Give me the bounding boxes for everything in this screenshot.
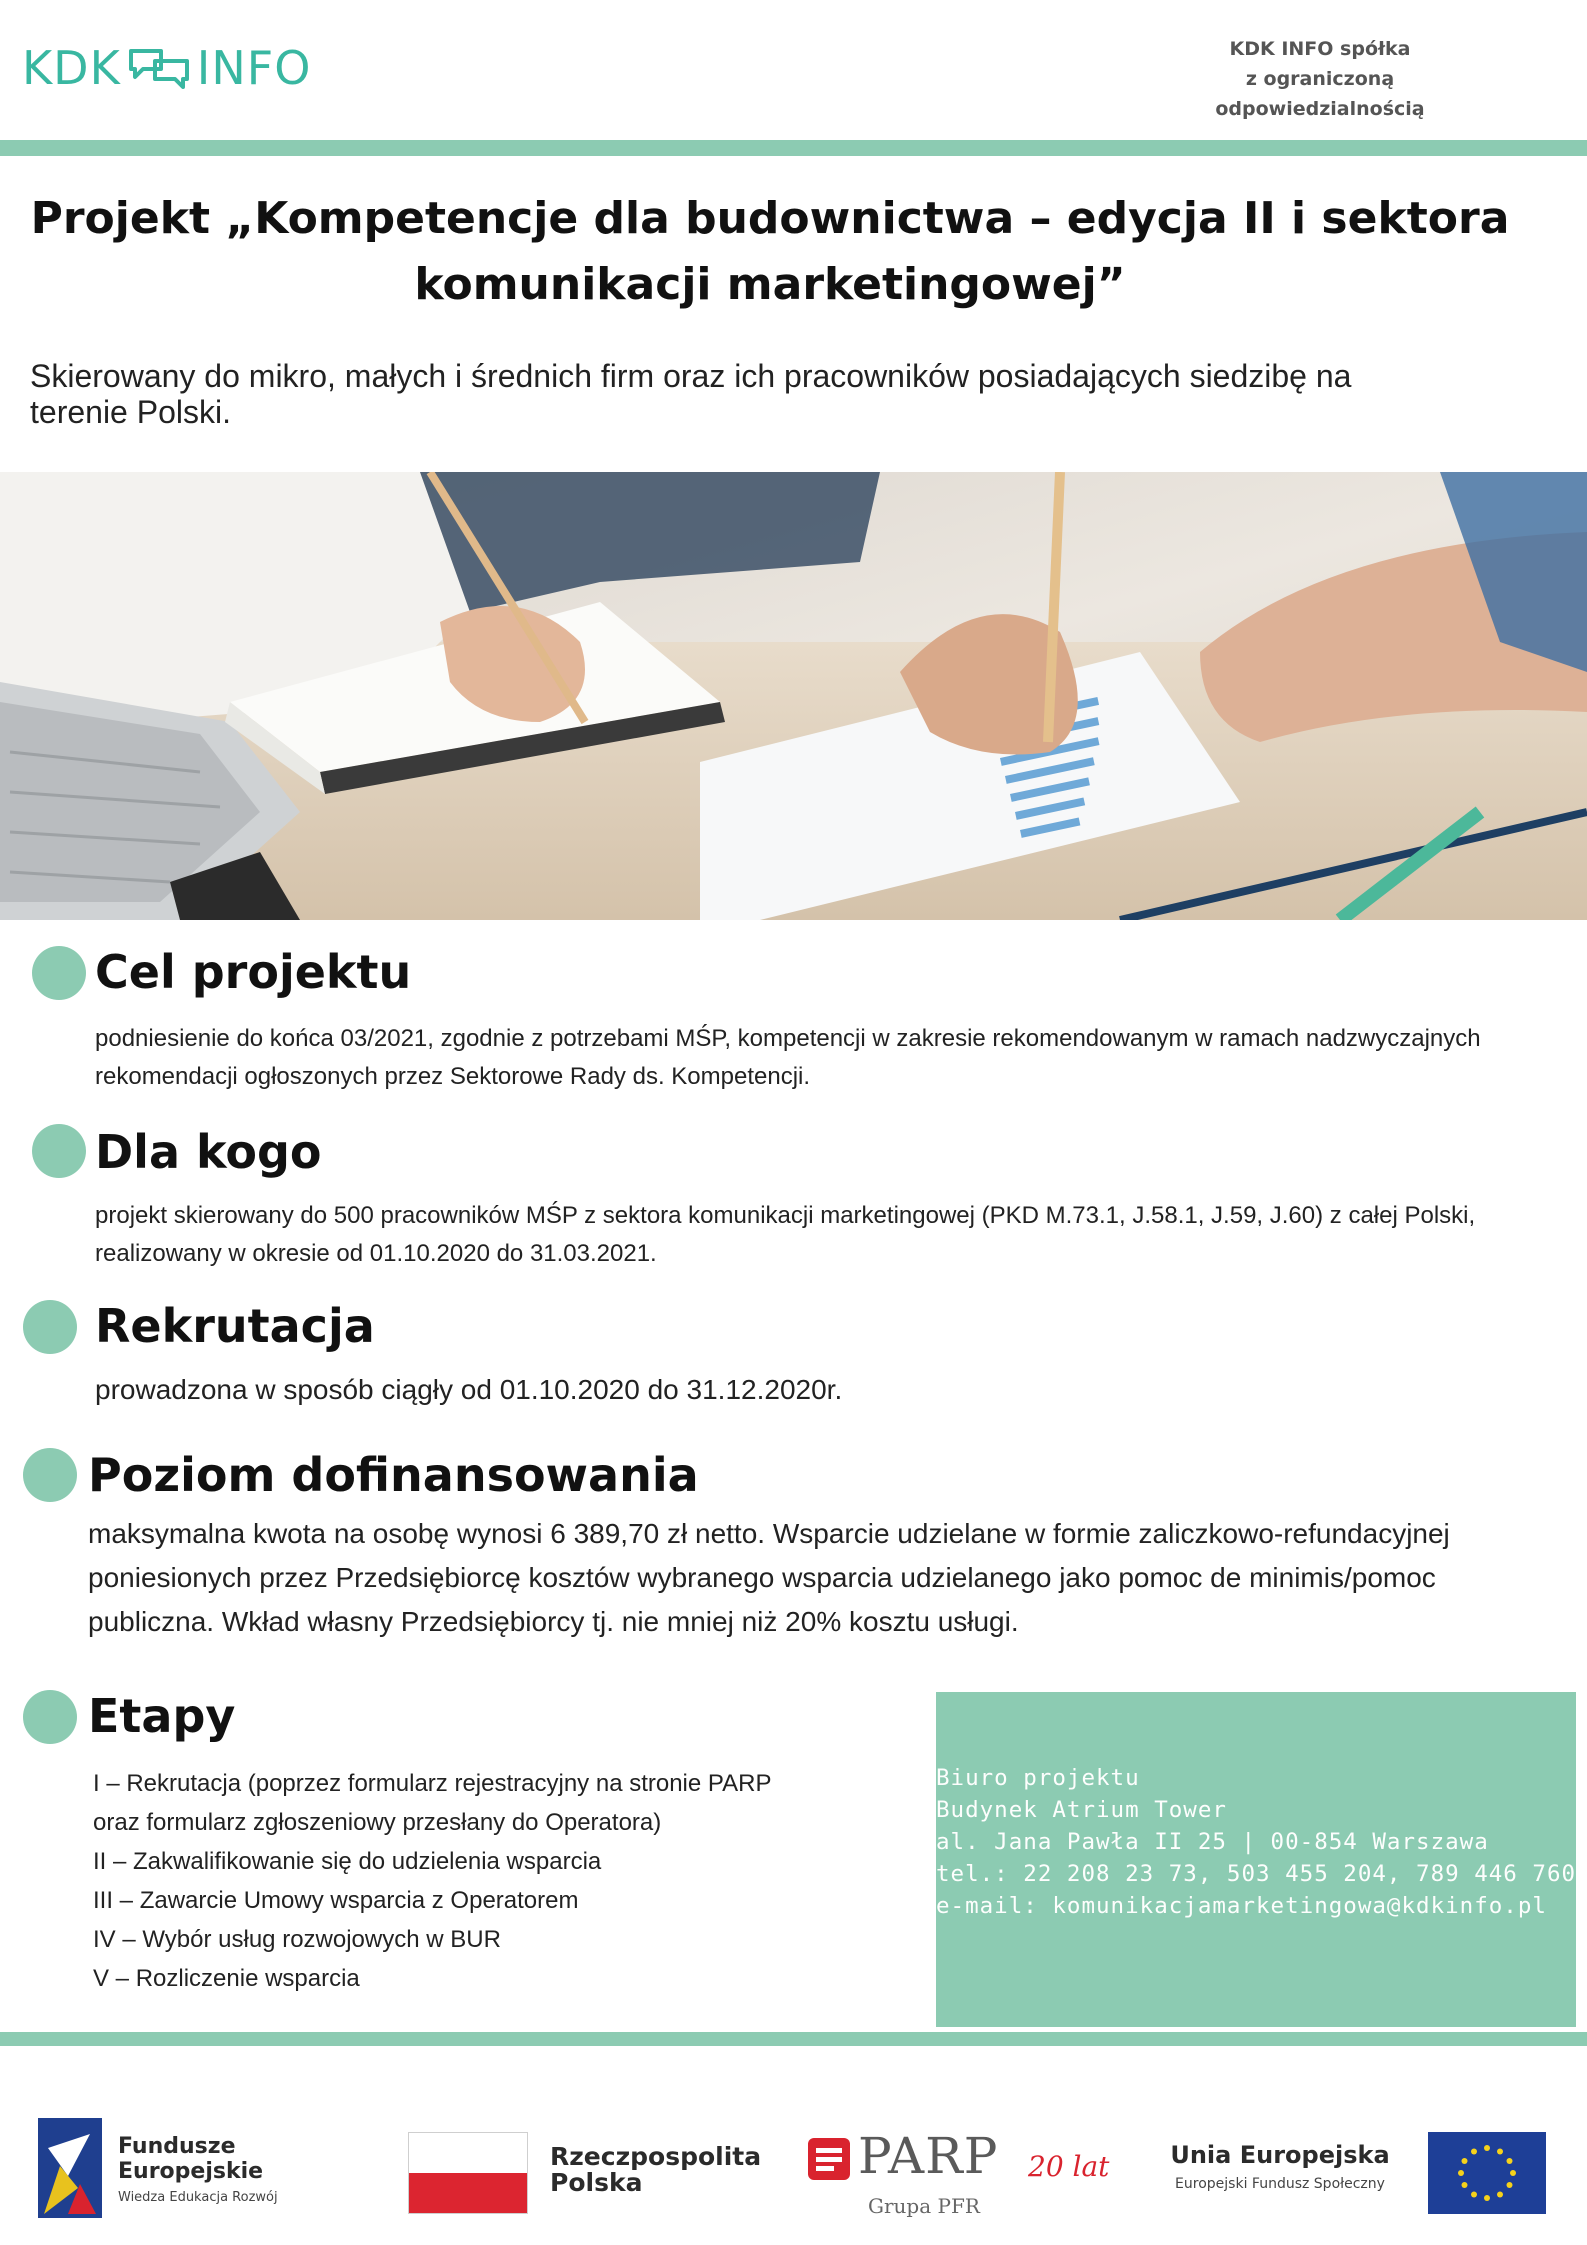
section-body-etapy — [93, 1764, 923, 1998]
section-heading-rekrutacja: Rekrutacja — [95, 1299, 375, 1353]
fe-star-icon — [38, 2118, 102, 2218]
company-line: odpowiedzialnością — [1215, 98, 1425, 120]
section-heading-etapy: Etapy — [88, 1689, 236, 1743]
body-line: realizowany w okresie od 01.10.2020 do 31.03.2021. — [95, 1240, 657, 1267]
section-bullet — [32, 1124, 86, 1178]
body-line: publiczna. Wkład własny Przedsiębiorcy tj. nie mniej niż 20% kosztu usługi. — [88, 1606, 1019, 1637]
section-body-dla-kogo — [95, 1197, 1575, 1273]
parp-20-lat-badge: 20 lat — [1028, 2150, 1110, 2183]
page-title — [30, 186, 1510, 318]
stage-line: V – Rozliczenie wsparcia — [93, 1965, 360, 1992]
parp-subtitle: Grupa PFR — [868, 2194, 980, 2218]
logo-text-right: INFO — [196, 41, 312, 95]
stage-line: IV – Wybór usług rozwojowych w BUR — [93, 1926, 501, 1953]
bottom-accent-band — [0, 2032, 1587, 2046]
stage-line: III – Zawarcie Umowy wsparcia z Operatorem — [93, 1887, 579, 1914]
office-line: e-mail: komunikacjamarketingowa@kdkinfo.pl — [936, 1893, 1547, 1919]
kdk-info-logo — [22, 40, 311, 96]
parp-mark-icon — [808, 2138, 850, 2180]
stage-line: II – Zakwalifikowanie się do udzielenia wsparcia — [93, 1848, 602, 1875]
stage-line: I – Rekrutacja (poprzez formularz rejestracyjny na stronie PARP — [93, 1770, 772, 1797]
company-line: z ograniczoną — [1245, 68, 1395, 90]
page-subtitle — [30, 358, 1510, 430]
subtitle-line: terenie Polski. — [30, 394, 231, 430]
fe-line: Europejskie — [118, 2159, 264, 2184]
section-bullet — [23, 1448, 77, 1502]
section-heading-dofinansowanie: Poziom dofinansowania — [88, 1448, 699, 1502]
company-line: KDK INFO spółka — [1229, 38, 1411, 60]
rp-line: Polska — [550, 2168, 643, 2197]
body-line: maksymalna kwota na osobę wynosi 6 389,70 zł netto. Wsparcie udzielane w formie zaliczkowo-refundacyjnej — [88, 1518, 1450, 1549]
ue-line: Unia Europejska — [1170, 2141, 1390, 2169]
body-line: projekt skierowany do 500 pracowników MŚP z sektora komunikacji marketingowej (PKD M.73.1, J.58.1, J.59, J.60) z całej Polski, — [95, 1202, 1476, 1229]
body-line: podniesienie do końca 03/2021, zgodnie z potrzebami MŚP, kompetencji w zakresie rekomendowanym w ramach nadzwyczajnych — [95, 1025, 1481, 1052]
subtitle-line: Skierowany do mikro, małych i średnich firm oraz ich pracowników posiadających siedzibę na — [30, 358, 1352, 394]
office-info-text — [936, 1762, 1576, 1922]
rzeczpospolita-polska-text — [550, 2144, 761, 2196]
rp-line: Rzeczpospolita — [550, 2142, 762, 2171]
body-line: prowadzona w sposób ciągły od 01.10.2020 do 31.12.2020r. — [95, 1374, 843, 1405]
fe-tagline: Wiedza Edukacja Rozwój — [118, 2190, 278, 2205]
ue-line: Europejski Fundusz Społeczny — [1175, 2176, 1385, 2192]
eu-flag-icon — [1428, 2132, 1546, 2214]
body-line: poniesionych przez Przedsiębiorcę kosztów wybranego wsparcia udzielanego jako pomoc de minimis/pomoc — [88, 1562, 1436, 1593]
section-bullet — [23, 1690, 77, 1744]
company-name — [1205, 34, 1435, 124]
section-body-rekrutacja — [95, 1368, 1495, 1412]
office-line: tel.: 22 208 23 73, 503 455 204, 789 446 760 — [936, 1861, 1577, 1887]
unia-europejska-text — [1150, 2140, 1410, 2192]
parp-logo — [808, 2127, 1110, 2232]
hero-photo — [0, 472, 1587, 920]
parp-name: PARP — [858, 2127, 999, 2185]
section-bullet — [23, 1300, 77, 1354]
title-line: Projekt „Kompetencje dla budownictwa – edycja II i sektora — [30, 193, 1510, 244]
fundusze-europejskie-logo — [38, 2104, 338, 2234]
title-line: komunikacji marketingowej” — [414, 259, 1126, 310]
logo-text-left: KDK — [22, 41, 121, 95]
stage-line: oraz formularz zgłoszeniowy przesłany do Operatora) — [93, 1809, 662, 1836]
office-line: Budynek Atrium Tower — [936, 1797, 1227, 1823]
chat-bubbles-icon — [127, 45, 191, 91]
body-line: rekomendacji ogłoszonych przez Sektorowe Rady ds. Kompetencji. — [95, 1063, 811, 1090]
polish-flag-icon — [408, 2132, 528, 2214]
section-body-dofinansowanie — [88, 1512, 1568, 1644]
section-heading-cel: Cel projektu — [95, 945, 412, 999]
section-body-cel — [95, 1020, 1575, 1096]
office-line: Biuro projektu — [936, 1765, 1140, 1791]
top-accent-band — [0, 140, 1587, 156]
section-heading-dla-kogo: Dla kogo — [95, 1125, 322, 1179]
section-bullet — [32, 946, 86, 1000]
office-line: al. Jana Pawła II 25 | 00-854 Warszawa — [936, 1829, 1489, 1855]
fe-line: Fundusze — [118, 2134, 236, 2159]
